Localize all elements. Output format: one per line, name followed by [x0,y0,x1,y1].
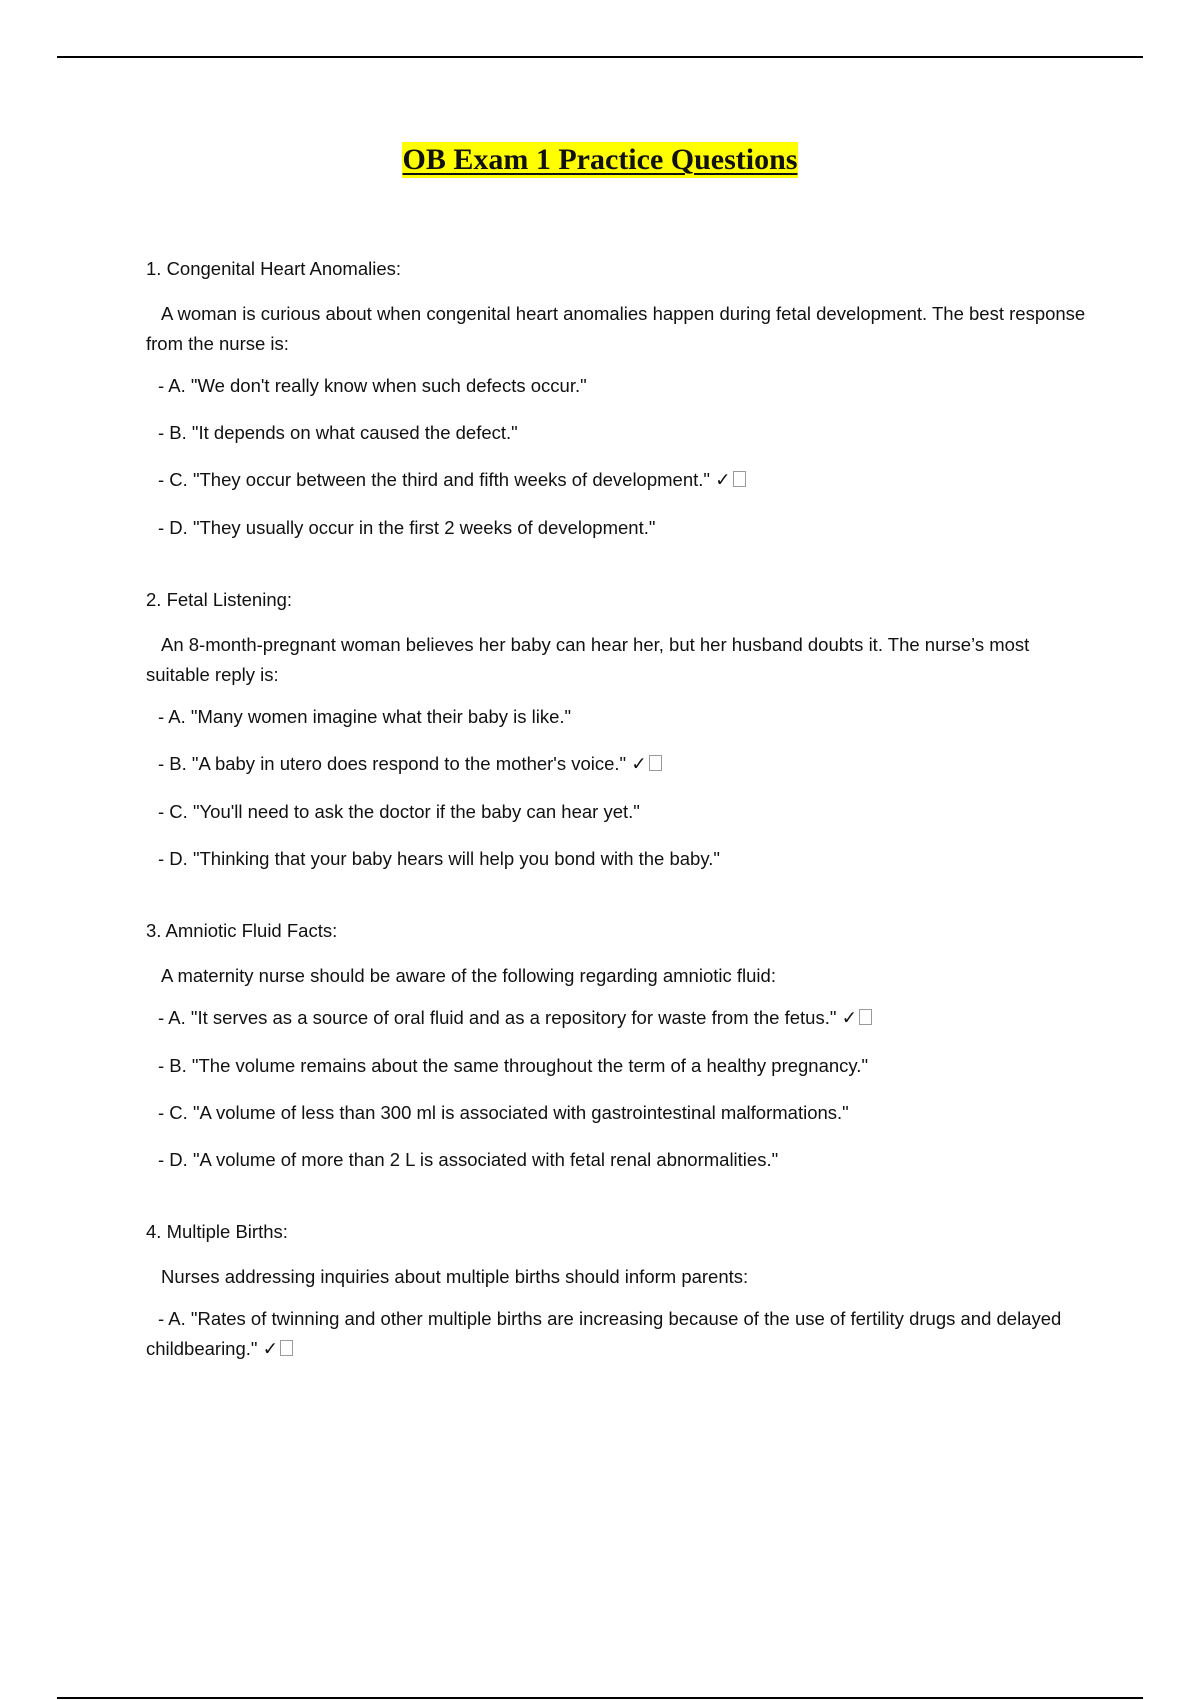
answer-option [146,1304,1096,1365]
missing-glyph-box-icon [649,755,662,771]
correct-check-icon: ✓ [715,470,731,491]
question-heading: 2. Fetal Listening: [146,589,293,610]
footer-rule [57,1697,1143,1699]
answer-option-text: - C. "They occur between the third and fifth weeks of development." [158,469,710,490]
answer-option-text: - C. "You'll need to ask the doctor if the baby can hear yet." [158,801,640,822]
answer-option-text: - B. "It depends on what caused the defect." [158,422,518,443]
answer-option [146,797,1096,827]
answer-option-text: - C. "A volume of less than 300 ml is associated with gastrointestinal malformations." [158,1102,849,1123]
answer-option [146,749,1096,780]
document-title: OB Exam 1 Practice Questions [402,143,798,176]
answer-option [146,418,1096,448]
missing-glyph-box-icon [280,1340,293,1356]
question-prompt: An 8-month-pregnant woman believes her baby can hear her, but her husband doubts it. The nurse’s most suitable reply is: [146,634,1030,685]
question-prompt: A maternity nurse should be aware of the following regarding amniotic fluid: [161,965,776,986]
header-rule [57,56,1143,58]
answer-option [146,844,1096,874]
question-block [146,1217,1096,1365]
correct-check-icon: ✓ [262,1339,279,1360]
missing-glyph-box-icon [733,471,746,487]
question-heading: 4. Multiple Births: [146,1221,288,1242]
question-heading: 3. Amniotic Fluid Facts: [146,920,338,941]
question-block [146,254,1096,543]
answer-option-text: - D. "A volume of more than 2 L is associated with fetal renal abnormalities." [158,1149,779,1170]
missing-glyph-box-icon [859,1009,872,1025]
answer-option-text: - A. "Many women imagine what their baby is like." [158,706,572,727]
answer-option [146,1098,1096,1128]
answer-option [146,513,1096,543]
question-list [146,254,1096,1407]
answer-option [146,1145,1096,1175]
title-block [0,142,1200,178]
answer-option-text: - D. "Thinking that your baby hears will help you bond with the baby." [158,848,720,869]
correct-check-icon: ✓ [841,1008,858,1029]
answer-option-text: - B. "The volume remains about the same throughout the term of a healthy pregnancy." [158,1055,869,1076]
question-prompt: A woman is curious about when congenital heart anomalies happen during fetal development. The best response from the nurse is: [146,303,1086,354]
answer-option [146,465,1096,496]
answer-option [146,702,1096,732]
answer-option-text: - A. "It serves as a source of oral fluid and as a repository for waste from the fetus." [158,1007,837,1028]
answer-option [146,1051,1096,1081]
answer-option-text: - B. "A baby in utero does respond to the mother's voice." [158,753,627,774]
answer-option-text: - A. "We don't really know when such defects occur." [158,375,587,396]
answer-option [146,371,1096,401]
question-heading: 1. Congenital Heart Anomalies: [146,258,402,279]
answer-option-text: - A. "Rates of twinning and other multiple births are increasing because of the use of fertility drugs and delayed childbearing." [146,1308,1062,1359]
answer-option-text: - D. "They usually occur in the first 2 weeks of development." [158,517,656,538]
question-block [146,585,1096,874]
answer-option [146,1003,1096,1034]
question-block [146,916,1096,1175]
correct-check-icon: ✓ [631,754,647,775]
question-prompt: Nurses addressing inquiries about multiple births should inform parents: [161,1266,749,1287]
